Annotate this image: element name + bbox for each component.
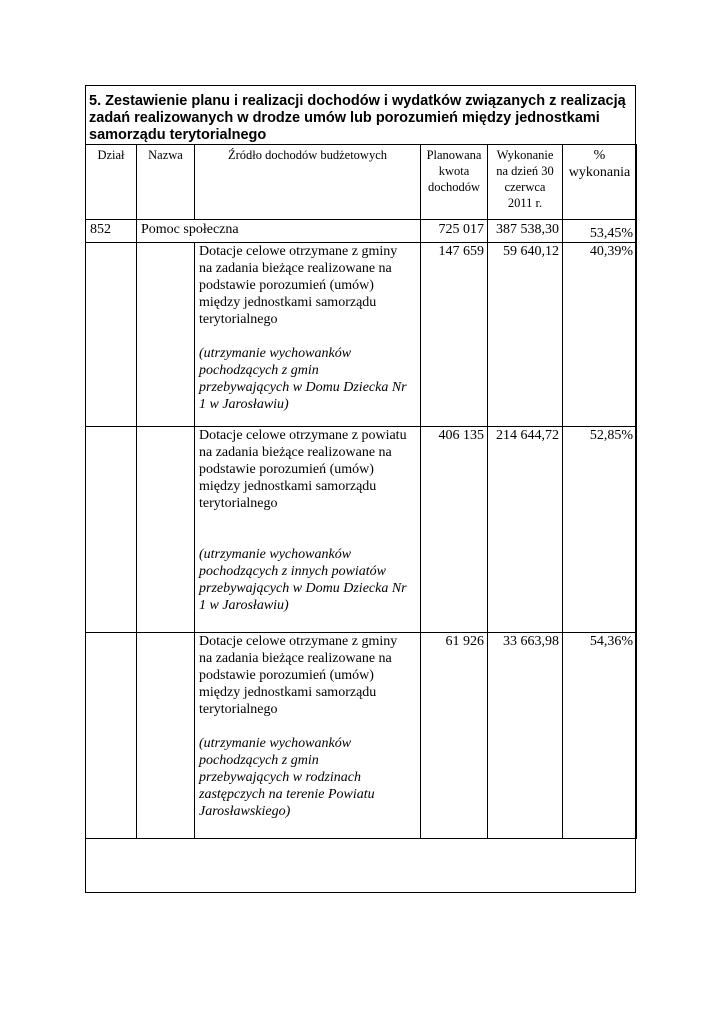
row-procent: 40,39% bbox=[563, 243, 637, 427]
row-wykonanie: 33 663,98 bbox=[488, 633, 563, 839]
row-note: (utrzymanie wychowanków bbox=[199, 346, 352, 361]
row-wykonanie: 59 640,12 bbox=[488, 243, 563, 427]
row-planowana: 61 926 bbox=[421, 633, 488, 839]
summary-row bbox=[86, 220, 637, 243]
title-line: 5. Zestawienie planu i realizacji dochodów i wydatków związanych z realizacją bbox=[89, 93, 626, 109]
row-planowana: 406 135 bbox=[421, 427, 488, 633]
row-planowana: 147 659 bbox=[421, 243, 488, 427]
row-source: Dotacje celowe otrzymane z gminy na zadania bieżące realizowane na podstawie porozumień (umów) między jednostkami samorządu terytorialnego (utrzymanie wychowanków pochodzących z gmin przebywających w Domu Dziecka Nr 1 w Jarosławiu) bbox=[195, 243, 421, 427]
header-nazwa: Nazwa bbox=[137, 145, 195, 220]
header-planowana: Planowana kwota dochodów bbox=[421, 145, 488, 220]
summary-dzial: 852 bbox=[86, 220, 137, 243]
section-title bbox=[89, 93, 634, 144]
row-source: Dotacje celowe otrzymane z powiatu na zadania bieżące realizowane na podstawie porozumień (umów) między jednostkami samorządu terytorialnego (utrzymanie wychowanków pochodzących z innych powiatów przebywających w Domu Dziecka Nr 1 w Jarosławiu) bbox=[195, 427, 421, 633]
income-table bbox=[85, 144, 637, 839]
row-wykonanie: 214 644,72 bbox=[488, 427, 563, 633]
row-note: (utrzymanie wychowanków bbox=[199, 736, 352, 751]
row-procent: 52,85% bbox=[563, 427, 637, 633]
summary-wykonanie: 387 538,30 bbox=[488, 220, 563, 243]
table-row bbox=[86, 243, 637, 427]
summary-procent: 53,45% bbox=[563, 220, 637, 243]
table-row bbox=[86, 427, 637, 633]
table-row bbox=[86, 633, 637, 839]
header-procent: % wykonania bbox=[563, 145, 637, 220]
summary-nazwa: Pomoc społeczna bbox=[137, 220, 421, 243]
title-line: zadań realizowanych w drodze umów lub porozumień między jednostkami bbox=[89, 110, 600, 126]
summary-planowana: 725 017 bbox=[421, 220, 488, 243]
row-note: (utrzymanie wychowanków bbox=[199, 547, 352, 562]
header-row bbox=[86, 145, 637, 220]
title-line: samorządu terytorialnego bbox=[89, 127, 267, 143]
row-source: Dotacje celowe otrzymane z gminy na zadania bieżące realizowane na podstawie porozumień (umów) między jednostkami samorządu terytorialnego (utrzymanie wychowanków pochodzących z gmin przebywających w rodzinach zastępczych na terenie Powiatu Jarosławskiego) bbox=[195, 633, 421, 839]
row-procent: 54,36% bbox=[563, 633, 637, 839]
header-zrodlo: Źródło dochodów budżetowych bbox=[195, 145, 421, 220]
header-wykonanie: Wykonanie na dzień 30 czerwca 2011 r. bbox=[488, 145, 563, 220]
header-dzial: Dział bbox=[86, 145, 137, 220]
